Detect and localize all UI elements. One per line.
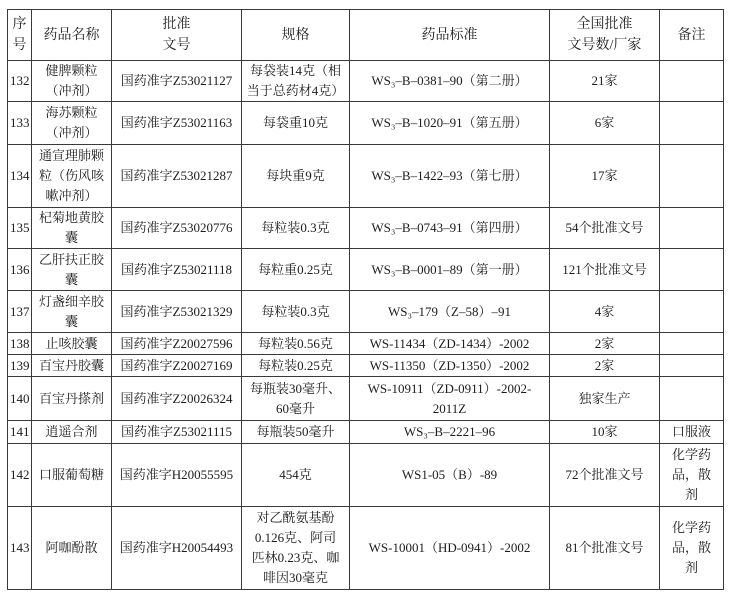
count-cell bbox=[550, 333, 660, 355]
drug-name-cell bbox=[32, 421, 112, 444]
remark-cell bbox=[660, 249, 724, 291]
spec-text: 每块重9克 bbox=[266, 168, 325, 183]
drug-name-line: 通宣理肺颗 bbox=[38, 148, 104, 163]
row-number-text: 137 bbox=[10, 303, 30, 319]
header-approval-line: 批准 bbox=[162, 17, 191, 32]
remark-line: 品，散 bbox=[671, 540, 711, 555]
spec-line: 每袋装14克（相 bbox=[249, 63, 341, 78]
approval-number-cell bbox=[112, 444, 242, 507]
standard-cell bbox=[350, 61, 550, 102]
approval-number-text: 国药准字Z53021287 bbox=[120, 168, 233, 183]
approval-number-cell bbox=[112, 421, 242, 444]
drug-name-cell bbox=[32, 61, 112, 102]
drug-name-text: 止咳胶囊 bbox=[45, 335, 98, 351]
drug-name-cell bbox=[32, 102, 112, 145]
header-count-line: 全国批准 bbox=[576, 17, 633, 32]
spec-line: 啡因30毫克 bbox=[262, 570, 328, 585]
spec-cell bbox=[242, 421, 350, 444]
approval-number-text: 国药准字Z53021163 bbox=[120, 115, 233, 130]
count-text: 17家 bbox=[591, 168, 618, 183]
header-row bbox=[8, 10, 724, 61]
standard-text: WS₃–B–0001–89（第一册） bbox=[371, 261, 528, 277]
drug-name-line: 健脾颗粒 bbox=[45, 63, 98, 78]
row-number bbox=[8, 208, 32, 249]
approval-number-text: 国药准字H20055595 bbox=[119, 467, 234, 482]
drug-name-line: 嗽冲剂） bbox=[45, 188, 98, 203]
count-cell bbox=[550, 444, 660, 507]
count-cell bbox=[550, 377, 660, 421]
row-number-text: 138 bbox=[10, 335, 30, 351]
drug-name-line: 灯盏细辛胶 bbox=[38, 293, 104, 309]
approval-number-cell bbox=[112, 355, 242, 377]
approval-number-cell bbox=[112, 249, 242, 291]
approval-number-cell bbox=[112, 208, 242, 249]
approval-number-cell bbox=[112, 102, 242, 145]
header-no-line: 序 bbox=[12, 17, 27, 32]
row-number bbox=[8, 444, 32, 507]
header-spec bbox=[242, 10, 350, 61]
standard-cell bbox=[350, 377, 550, 421]
count-cell bbox=[550, 355, 660, 377]
drug-name-line: 粒（伤风咳 bbox=[38, 168, 104, 183]
drug-name-text: 阿咖酚散 bbox=[45, 540, 98, 555]
remark-cell bbox=[660, 507, 724, 590]
remark-cell bbox=[660, 444, 724, 507]
standard-text: WS₃–B–0743–91（第四册） bbox=[371, 220, 528, 235]
row-number bbox=[8, 377, 32, 421]
standard-text: WS₃–B–0381–90（第二册） bbox=[371, 73, 528, 88]
spec-text: 每袋重10克 bbox=[262, 115, 328, 130]
remark-line: 剂 bbox=[684, 487, 698, 502]
standard-cell bbox=[350, 291, 550, 333]
spec-cell bbox=[242, 61, 350, 102]
standard-text: WS₃–179（Z–58）–91 bbox=[388, 303, 511, 319]
spec-text: 每瓶装50毫升 bbox=[256, 424, 335, 439]
drug-name-line: 囊 bbox=[64, 271, 78, 287]
count-text: 21家 bbox=[591, 73, 618, 88]
row-number-text: 139 bbox=[10, 357, 30, 373]
drug-name-text: 逍遥合剂 bbox=[45, 424, 98, 439]
header-approval-number bbox=[112, 10, 242, 61]
standard-cell bbox=[350, 507, 550, 590]
approval-number-cell bbox=[112, 61, 242, 102]
table-row bbox=[8, 102, 724, 145]
spec-cell bbox=[242, 507, 350, 590]
drug-name-cell bbox=[32, 355, 112, 377]
drug-name-cell bbox=[32, 291, 112, 333]
drug-name-line: 杞菊地黄胶 bbox=[38, 210, 104, 225]
count-text: 54个批准文号 bbox=[565, 220, 644, 235]
remark-line: 化学药 bbox=[671, 520, 711, 535]
header-spec-text: 规格 bbox=[281, 27, 310, 43]
count-cell bbox=[550, 249, 660, 291]
drug-table bbox=[7, 9, 724, 590]
spec-cell bbox=[242, 291, 350, 333]
remark-text: 口服液 bbox=[671, 424, 711, 439]
standard-line: 2011Z bbox=[432, 400, 467, 416]
standard-text: WS-11434（ZD-1434）-2002 bbox=[369, 335, 530, 351]
row-number bbox=[8, 102, 32, 145]
spec-text: 每粒重0.25克 bbox=[258, 261, 333, 277]
row-number bbox=[8, 507, 32, 590]
approval-number-text: 国药准字Z53021329 bbox=[120, 303, 233, 319]
approval-number-text: 国药准字Z53021127 bbox=[120, 73, 233, 88]
remark-line: 化学药 bbox=[671, 447, 711, 462]
standard-cell bbox=[350, 102, 550, 145]
approval-number-cell bbox=[112, 291, 242, 333]
spec-text: 每粒装0.56克 bbox=[258, 335, 333, 351]
drug-name-text: 百宝丹胶囊 bbox=[38, 357, 104, 373]
standard-text: WS-10001（HD-0941）-2002 bbox=[368, 540, 531, 555]
header-standard bbox=[350, 10, 550, 61]
count-cell bbox=[550, 102, 660, 145]
spec-cell bbox=[242, 249, 350, 291]
spec-cell bbox=[242, 145, 350, 208]
drug-name-cell bbox=[32, 444, 112, 507]
standard-cell bbox=[350, 145, 550, 208]
drug-name-line: 囊 bbox=[64, 313, 78, 329]
header-count bbox=[550, 10, 660, 61]
drug-name-line: （冲剂） bbox=[45, 125, 98, 140]
count-cell bbox=[550, 291, 660, 333]
table-row bbox=[8, 421, 724, 444]
row-number-text: 142 bbox=[10, 467, 30, 482]
spec-text: 每粒装0.3克 bbox=[261, 303, 330, 319]
spec-line: 匹林0.23克、咖 bbox=[251, 550, 340, 565]
row-number bbox=[8, 291, 32, 333]
standard-cell bbox=[350, 421, 550, 444]
table-row bbox=[8, 249, 724, 291]
header-drug-name-text: 药品名称 bbox=[43, 27, 100, 43]
table-row bbox=[8, 377, 724, 421]
table-row bbox=[8, 145, 724, 208]
row-number bbox=[8, 249, 32, 291]
spec-line: 每瓶装30毫升、 bbox=[249, 380, 341, 396]
table-row bbox=[8, 507, 724, 590]
standard-cell bbox=[350, 249, 550, 291]
standard-cell bbox=[350, 333, 550, 355]
count-cell bbox=[550, 61, 660, 102]
count-cell bbox=[550, 208, 660, 249]
count-text: 81个批准文号 bbox=[565, 540, 644, 555]
approval-number-cell bbox=[112, 333, 242, 355]
header-remark-text: 备注 bbox=[677, 27, 706, 43]
header-drug-name bbox=[32, 10, 112, 61]
spec-cell bbox=[242, 355, 350, 377]
standard-text: WS₃–B–1422–93（第七册） bbox=[371, 168, 528, 183]
table-row bbox=[8, 208, 724, 249]
approval-number-text: 国药准字Z20027169 bbox=[120, 357, 233, 373]
row-number-text: 132 bbox=[10, 73, 30, 88]
drug-name-cell bbox=[32, 145, 112, 208]
header-no-line: 号 bbox=[12, 38, 27, 53]
count-cell bbox=[550, 507, 660, 590]
row-number bbox=[8, 355, 32, 377]
row-number bbox=[8, 421, 32, 444]
drug-name-cell bbox=[32, 333, 112, 355]
drug-name-line: 囊 bbox=[64, 230, 78, 245]
approval-number-text: 国药准字Z53021115 bbox=[121, 424, 232, 439]
drug-name-line: 海苏颗粒 bbox=[45, 105, 98, 120]
spec-line: 60毫升 bbox=[275, 400, 315, 416]
standard-cell bbox=[350, 355, 550, 377]
remark-cell bbox=[660, 208, 724, 249]
remark-cell bbox=[660, 355, 724, 377]
spec-cell bbox=[242, 102, 350, 145]
row-number bbox=[8, 145, 32, 208]
standard-cell bbox=[350, 208, 550, 249]
row-number-text: 140 bbox=[10, 390, 30, 406]
row-number-text: 136 bbox=[10, 261, 30, 277]
drug-name-line: 乙肝扶正胶 bbox=[38, 251, 104, 267]
header-approval-line: 文号 bbox=[162, 38, 191, 53]
approval-number-cell bbox=[112, 507, 242, 590]
remark-cell bbox=[660, 421, 724, 444]
table-row bbox=[8, 355, 724, 377]
count-text: 6家 bbox=[594, 115, 615, 130]
row-number-text: 141 bbox=[10, 424, 30, 439]
remark-cell bbox=[660, 61, 724, 102]
spec-cell bbox=[242, 444, 350, 507]
remark-line: 剂 bbox=[684, 560, 698, 575]
count-text: 独家生产 bbox=[578, 390, 631, 406]
drug-name-line: （冲剂） bbox=[45, 83, 98, 98]
remark-cell bbox=[660, 377, 724, 421]
approval-number-text: 国药准字H20054493 bbox=[119, 540, 234, 555]
spec-cell bbox=[242, 208, 350, 249]
remark-cell bbox=[660, 291, 724, 333]
spec-text: 454克 bbox=[279, 467, 312, 482]
drug-name-cell bbox=[32, 507, 112, 590]
spec-text: 每粒装0.25克 bbox=[258, 357, 333, 373]
row-number-text: 133 bbox=[10, 115, 30, 130]
table-row bbox=[8, 444, 724, 507]
drug-name-text: 百宝丹搽剂 bbox=[38, 390, 104, 406]
approval-number-text: 国药准字Z53020776 bbox=[120, 220, 233, 235]
approval-number-text: 国药准字Z53021118 bbox=[121, 261, 232, 277]
spec-line: 当于总药材4克） bbox=[246, 83, 345, 98]
drug-name-cell bbox=[32, 208, 112, 249]
row-number-text: 134 bbox=[10, 168, 30, 183]
count-text: 121个批准文号 bbox=[562, 261, 647, 277]
row-number-text: 135 bbox=[10, 220, 30, 235]
standard-cell bbox=[350, 444, 550, 507]
row-number bbox=[8, 61, 32, 102]
standard-text: WS₃–B–1020–91（第五册） bbox=[371, 115, 528, 130]
approval-number-text: 国药准字Z20026324 bbox=[120, 390, 233, 406]
approval-number-cell bbox=[112, 377, 242, 421]
table-row bbox=[8, 61, 724, 102]
row-number bbox=[8, 333, 32, 355]
spec-cell bbox=[242, 333, 350, 355]
approval-number-text: 国药准字Z20027596 bbox=[120, 335, 233, 351]
spec-text: 每粒装0.3克 bbox=[261, 220, 330, 235]
count-text: 72个批准文号 bbox=[565, 467, 644, 482]
spec-line: 对乙酰氨基酚 bbox=[256, 510, 335, 525]
approval-number-cell bbox=[112, 145, 242, 208]
header-count-line: 文号数/厂家 bbox=[567, 38, 642, 53]
spec-cell bbox=[242, 377, 350, 421]
spec-line: 0.126克、阿司 bbox=[254, 530, 337, 545]
remark-cell bbox=[660, 145, 724, 208]
count-cell bbox=[550, 145, 660, 208]
drug-name-cell bbox=[32, 249, 112, 291]
standard-line: WS-10911（ZD-0911）-2002- bbox=[367, 380, 532, 396]
drug-name-text: 口服葡萄糖 bbox=[38, 467, 104, 482]
count-text: 2家 bbox=[594, 357, 615, 373]
standard-text: WS-11350（ZD-1350）-2002 bbox=[369, 357, 530, 373]
row-number-text: 143 bbox=[10, 540, 30, 555]
count-text: 2家 bbox=[594, 335, 615, 351]
count-text: 10家 bbox=[591, 424, 618, 439]
standard-text: WS1-05（B）-89 bbox=[401, 467, 498, 482]
header-no bbox=[8, 10, 32, 61]
drug-name-cell bbox=[32, 377, 112, 421]
standard-text: WS₃–B–2221–96 bbox=[403, 424, 496, 439]
remark-cell bbox=[660, 102, 724, 145]
remark-cell bbox=[660, 333, 724, 355]
header-standard-text: 药品标准 bbox=[421, 27, 478, 43]
count-text: 4家 bbox=[594, 303, 615, 319]
table-row bbox=[8, 291, 724, 333]
count-cell bbox=[550, 421, 660, 444]
remark-line: 品，散 bbox=[671, 467, 711, 482]
header-remark bbox=[660, 10, 724, 61]
table-row bbox=[8, 333, 724, 355]
